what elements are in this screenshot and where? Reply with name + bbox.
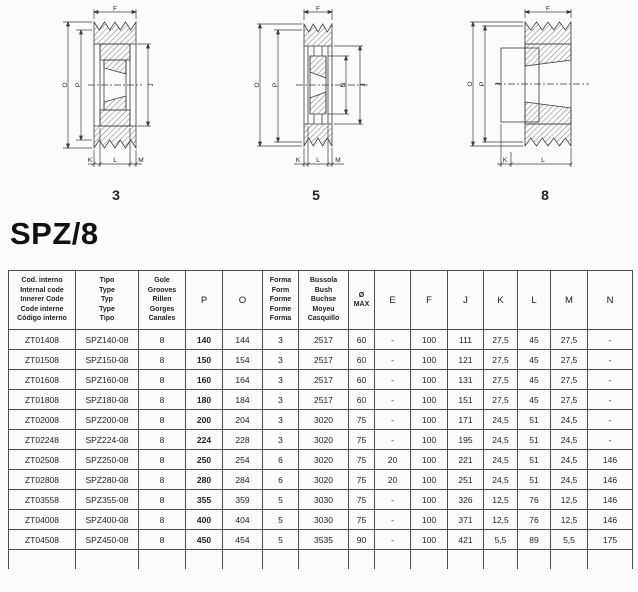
table-cell: 51 — [518, 430, 551, 450]
table-cell: 3 — [263, 390, 299, 410]
table-cell: ZT01408 — [9, 330, 76, 350]
table-cell: 12,5 — [551, 510, 588, 530]
table-cell: ZT02808 — [9, 470, 76, 490]
table-body — [9, 330, 633, 570]
dim-label-n: N — [340, 82, 347, 88]
table-cell: 8 — [139, 530, 186, 550]
table-cell: 5 — [263, 510, 299, 530]
header-diameter-max: Ø MAX — [349, 271, 375, 330]
table-cell: ZT04008 — [9, 510, 76, 530]
header-n: N — [588, 271, 633, 330]
table-cell: 5,5 — [484, 530, 518, 550]
table-cell: - — [588, 330, 633, 350]
table-cell: - — [375, 510, 411, 530]
table-empty-cell — [186, 550, 223, 570]
table-cell: 12,5 — [484, 510, 518, 530]
table-cell: 146 — [588, 470, 633, 490]
table-cell: 3535 — [299, 530, 349, 550]
table-row — [9, 430, 633, 450]
table-cell: 195 — [448, 430, 484, 450]
table-cell: 45 — [518, 350, 551, 370]
table-cell: SPZ280-08 — [76, 470, 139, 490]
table-cell: 100 — [411, 370, 448, 390]
table-cell: 8 — [139, 430, 186, 450]
table-cell: 24,5 — [484, 410, 518, 430]
table-cell: 228 — [223, 430, 263, 450]
table-empty-cell — [9, 550, 76, 570]
table-cell: 75 — [349, 410, 375, 430]
table-cell: 146 — [588, 450, 633, 470]
header-j: J — [448, 271, 484, 330]
table-cell: 24,5 — [484, 470, 518, 490]
dim-label-o: O — [62, 82, 69, 88]
header-k: K — [484, 271, 518, 330]
dimension-table — [8, 270, 633, 569]
table-empty-cell — [551, 550, 588, 570]
dim-label-m: M — [138, 157, 144, 164]
table-row — [9, 510, 633, 530]
table-cell: 3020 — [299, 430, 349, 450]
table-cell: 51 — [518, 450, 551, 470]
table-cell: - — [588, 410, 633, 430]
pulley-drawing-form-8 — [453, 2, 638, 207]
table-cell: 8 — [139, 510, 186, 530]
table-empty-cell — [299, 550, 349, 570]
table-cell: 3 — [263, 370, 299, 390]
dim-label-l: L — [113, 157, 117, 164]
table-cell: 24,5 — [484, 450, 518, 470]
table-cell: 12,5 — [484, 490, 518, 510]
header-o: O — [223, 271, 263, 330]
table-cell: 371 — [448, 510, 484, 530]
table-cell: ZT04508 — [9, 530, 76, 550]
table-cell: 3020 — [299, 470, 349, 490]
table-cell: 160 — [186, 370, 223, 390]
table-cell: 450 — [186, 530, 223, 550]
table-cell: - — [588, 370, 633, 390]
table-cell: SPZ160-08 — [76, 370, 139, 390]
dim-label-p: P — [75, 82, 82, 88]
table-cell: 164 — [223, 370, 263, 390]
form-number-3: 3 — [112, 187, 120, 203]
table-cell: 121 — [448, 350, 484, 370]
table-cell: 75 — [349, 490, 375, 510]
table-row — [9, 470, 633, 490]
table-cell: 45 — [518, 390, 551, 410]
header-bush: Bussola Bush Buchse Moyeu Casquillo — [299, 271, 349, 330]
table-cell: 27,5 — [551, 370, 588, 390]
table-row — [9, 370, 633, 390]
table-cell: 24,5 — [551, 430, 588, 450]
form-number-5: 5 — [312, 187, 320, 203]
table-cell: SPZ355-08 — [76, 490, 139, 510]
table-cell: 100 — [411, 390, 448, 410]
table-empty-cell — [448, 550, 484, 570]
dim-label-f: F — [113, 5, 117, 13]
header-internal-code: Cod. interno Internal code Innerer Code Code interne Código interno — [9, 271, 76, 330]
table-empty-cell — [484, 550, 518, 570]
table-cell: 8 — [139, 390, 186, 410]
table-cell: 100 — [411, 470, 448, 490]
table-cell: 8 — [139, 470, 186, 490]
table-cell: 100 — [411, 490, 448, 510]
pulley-diagram-form-8 — [453, 2, 638, 207]
table-cell: 76 — [518, 510, 551, 530]
table-cell: - — [588, 390, 633, 410]
dim-label-p: P — [479, 81, 486, 87]
table-cell: 27,5 — [484, 330, 518, 350]
table-cell: 3030 — [299, 490, 349, 510]
table-cell: ZT01608 — [9, 370, 76, 390]
table-cell: 5 — [263, 530, 299, 550]
pulley-cross-section — [88, 22, 142, 148]
form-number-8: 8 — [541, 187, 549, 203]
dim-label-f: F — [316, 5, 320, 13]
table-cell: SPZ250-08 — [76, 450, 139, 470]
table-cell: 184 — [223, 390, 263, 410]
table-cell: SPZ180-08 — [76, 390, 139, 410]
table-cell: 100 — [411, 450, 448, 470]
table-cell: 75 — [349, 450, 375, 470]
table-cell: 51 — [518, 410, 551, 430]
table-cell: 251 — [448, 470, 484, 490]
table-cell: 27,5 — [484, 370, 518, 390]
table-cell: 280 — [186, 470, 223, 490]
table-cell: 284 — [223, 470, 263, 490]
header-e: E — [375, 271, 411, 330]
table-cell: 60 — [349, 390, 375, 410]
table-cell: 8 — [139, 330, 186, 350]
table-cell: 45 — [518, 330, 551, 350]
table-cell: 359 — [223, 490, 263, 510]
table-cell: 24,5 — [551, 410, 588, 430]
pulley-diagram-form-5 — [248, 2, 388, 207]
table-cell: 75 — [349, 510, 375, 530]
pulley-drawing-form-3 — [48, 2, 198, 207]
dim-label-o: O — [254, 82, 261, 88]
table-cell: 454 — [223, 530, 263, 550]
table-row — [9, 450, 633, 470]
table-header-row — [9, 271, 633, 330]
table-cell: 6 — [263, 450, 299, 470]
header-form: Forma Form Forme Forme Forma — [263, 271, 299, 330]
table-cell: ZT03558 — [9, 490, 76, 510]
dim-label-m: M — [335, 157, 341, 164]
table-cell: SPZ450-08 — [76, 530, 139, 550]
table-cell: 8 — [139, 450, 186, 470]
table-cell: 100 — [411, 530, 448, 550]
table-cell: 27,5 — [484, 350, 518, 370]
table-cell: ZT02508 — [9, 450, 76, 470]
header-p: P — [186, 271, 223, 330]
table-cell: - — [375, 410, 411, 430]
table-row — [9, 330, 633, 350]
table-row — [9, 350, 633, 370]
table-cell: 146 — [588, 510, 633, 530]
table-cell: 224 — [186, 430, 223, 450]
table-cell: 20 — [375, 470, 411, 490]
table-cell: 2517 — [299, 330, 349, 350]
table-cell: 151 — [448, 390, 484, 410]
table-cell: 400 — [186, 510, 223, 530]
dim-label-l: L — [541, 157, 545, 164]
table-cell: 3 — [263, 350, 299, 370]
header-grooves: Gole Grooves Rillen Gorges Canales — [139, 271, 186, 330]
table-cell: ZT02248 — [9, 430, 76, 450]
dim-label-p: P — [272, 82, 279, 88]
table-cell: 146 — [588, 490, 633, 510]
table-cell: 60 — [349, 350, 375, 370]
table-row — [9, 410, 633, 430]
dim-label-j: J — [148, 83, 155, 87]
dim-label-j: J — [360, 83, 367, 87]
table-cell: 204 — [223, 410, 263, 430]
table-empty-cell — [588, 550, 633, 570]
table-cell: 24,5 — [551, 450, 588, 470]
table-cell: 89 — [518, 530, 551, 550]
table-cell: 60 — [349, 370, 375, 390]
table-cell: 6 — [263, 470, 299, 490]
table-cell: 12,5 — [551, 490, 588, 510]
table-cell: 24,5 — [484, 430, 518, 450]
table-cell: 100 — [411, 410, 448, 430]
table-cell: 100 — [411, 330, 448, 350]
table-cell: 100 — [411, 510, 448, 530]
table-cell: 8 — [139, 350, 186, 370]
table-row — [9, 390, 633, 410]
table-cell: 250 — [186, 450, 223, 470]
table-cell: ZT01808 — [9, 390, 76, 410]
table-cell: - — [588, 430, 633, 450]
header-l: L — [518, 271, 551, 330]
table-cell: 3 — [263, 410, 299, 430]
table-cell: 8 — [139, 490, 186, 510]
table-cell: 5,5 — [551, 530, 588, 550]
table-cell: 3 — [263, 330, 299, 350]
table-cell: 140 — [186, 330, 223, 350]
table-cell: - — [375, 390, 411, 410]
table-cell: 180 — [186, 390, 223, 410]
table-cell: SPZ400-08 — [76, 510, 139, 530]
table-cell: SPZ200-08 — [76, 410, 139, 430]
table-cell: - — [375, 370, 411, 390]
dim-label-k: K — [295, 157, 301, 164]
table-cell: 60 — [349, 330, 375, 350]
table-cell: 254 — [223, 450, 263, 470]
dim-label-k: K — [87, 157, 93, 164]
table-cell: SPZ150-08 — [76, 350, 139, 370]
table-empty-cell — [411, 550, 448, 570]
table-empty-row — [9, 550, 633, 570]
table-cell: 90 — [349, 530, 375, 550]
table-cell: 144 — [223, 330, 263, 350]
table-cell: 111 — [448, 330, 484, 350]
table-row — [9, 530, 633, 550]
table-cell: - — [375, 530, 411, 550]
table-cell: ZT02008 — [9, 410, 76, 430]
table-cell: 2517 — [299, 390, 349, 410]
table-cell: 3020 — [299, 410, 349, 430]
table-empty-cell — [375, 550, 411, 570]
dim-label-l: L — [316, 157, 320, 164]
table-cell: 27,5 — [551, 390, 588, 410]
table-cell: - — [375, 350, 411, 370]
table-cell: 175 — [588, 530, 633, 550]
table-cell: 5 — [263, 490, 299, 510]
table-empty-cell — [76, 550, 139, 570]
table-cell: 45 — [518, 370, 551, 390]
table-cell: 3 — [263, 430, 299, 450]
table-cell: - — [375, 490, 411, 510]
table-cell: 131 — [448, 370, 484, 390]
dim-label-o: O — [467, 81, 474, 87]
header-type: Tipo Type Typ Type Tipo — [76, 271, 139, 330]
dim-label-f: F — [546, 5, 550, 13]
table-cell: 8 — [139, 410, 186, 430]
table-cell: 421 — [448, 530, 484, 550]
header-m: M — [551, 271, 588, 330]
pulley-drawing-form-5 — [248, 2, 388, 207]
table-cell: 200 — [186, 410, 223, 430]
table-empty-cell — [518, 550, 551, 570]
table-cell: - — [588, 350, 633, 370]
pulley-cross-section — [296, 24, 368, 146]
table-cell: 27,5 — [551, 330, 588, 350]
pulley-cross-section — [495, 22, 589, 146]
table-cell: 2517 — [299, 370, 349, 390]
pulley-diagram-form-3 — [48, 2, 198, 207]
page-title: SPZ/8 — [10, 216, 99, 251]
table-cell: ZT01508 — [9, 350, 76, 370]
table-row — [9, 490, 633, 510]
table-cell: 75 — [349, 470, 375, 490]
table-cell: 154 — [223, 350, 263, 370]
table-cell: 100 — [411, 350, 448, 370]
table-cell: - — [375, 330, 411, 350]
table-empty-cell — [349, 550, 375, 570]
dim-label-k: K — [502, 157, 508, 164]
table-cell: 20 — [375, 450, 411, 470]
table-cell: 27,5 — [551, 350, 588, 370]
table-empty-cell — [139, 550, 186, 570]
table-cell: - — [375, 430, 411, 450]
table-cell: 326 — [448, 490, 484, 510]
table-cell: 3020 — [299, 450, 349, 470]
table-cell: 75 — [349, 430, 375, 450]
table-cell: SPZ224-08 — [76, 430, 139, 450]
table-cell: 2517 — [299, 350, 349, 370]
table-cell: 27,5 — [484, 390, 518, 410]
table-cell: 100 — [411, 430, 448, 450]
dim-label-j: J — [495, 82, 502, 86]
table-cell: 150 — [186, 350, 223, 370]
table-cell: 3030 — [299, 510, 349, 530]
table-cell: 171 — [448, 410, 484, 430]
table-cell: 51 — [518, 470, 551, 490]
table-cell: 355 — [186, 490, 223, 510]
table-cell: 76 — [518, 490, 551, 510]
header-f: F — [411, 271, 448, 330]
table-cell: 24,5 — [551, 470, 588, 490]
table-cell: 8 — [139, 370, 186, 390]
table-empty-cell — [223, 550, 263, 570]
table-cell: SPZ140-08 — [76, 330, 139, 350]
table-cell: 404 — [223, 510, 263, 530]
table-empty-cell — [263, 550, 299, 570]
table-cell: 221 — [448, 450, 484, 470]
